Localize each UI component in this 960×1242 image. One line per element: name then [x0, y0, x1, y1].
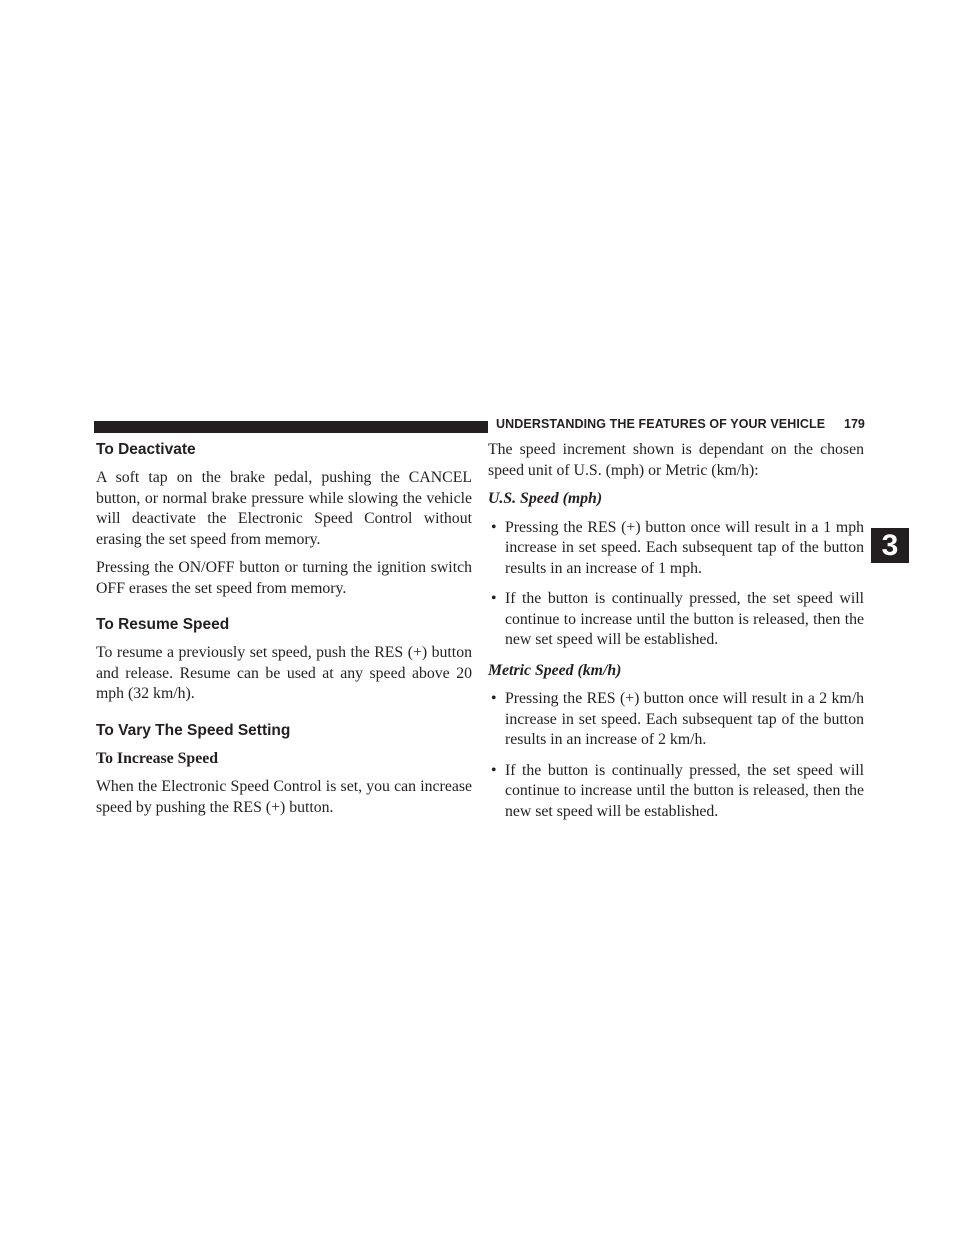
list-item	[488, 589, 864, 651]
metric-speed-list	[488, 689, 864, 822]
subheading-metric-speed: Metric Speed (km/h)	[488, 661, 622, 679]
chapter-tab: 3	[871, 528, 909, 563]
heading-to-deactivate: To Deactivate	[96, 441, 196, 458]
header-rule	[94, 421, 488, 433]
list-item-text: If the button is continually pressed, the set speed will continue to increase until the button is released, then the new set speed will be established.	[505, 761, 864, 820]
list-item-text: If the button is continually pressed, the set speed will continue to increase until the button is released, then the new set speed will be established.	[505, 590, 864, 648]
subheading-us-speed: U.S. Speed (mph)	[488, 490, 603, 507]
list-item-text: Pressing the RES (+) button once will result in a 1 mph increase in set speed. Each subsequent tap of the button results in an increase of 1 mph.	[505, 518, 864, 577]
list-item	[488, 689, 864, 751]
bullet-icon: •	[491, 518, 497, 536]
paragraph-resume-1: To resume a previously set speed, push the RES (+) button and release. Resume can be used at any speed above 20 mph (32 km/h).	[96, 644, 472, 702]
paragraph-intro: The speed increment shown is dependant on the chosen speed unit of U.S. (mph) or Metric (km/h):	[488, 441, 864, 479]
list-item-text: Pressing the RES (+) button once will result in a 2 km/h increase in set speed. Each subsequent tap of the button results in an increase of 2 km/h.	[505, 690, 864, 748]
heading-to-resume-speed: To Resume Speed	[96, 616, 230, 633]
paragraph-deactivate-1: A soft tap on the brake pedal, pushing the CANCEL button, or normal brake pressure while slowing the vehicle will deactivate the Electronic Speed Control without erasing the set speed from memory.	[96, 469, 472, 548]
bullet-icon: •	[491, 590, 497, 607]
bullet-icon: •	[491, 761, 497, 779]
right-column	[488, 440, 864, 832]
heading-to-vary-speed: To Vary The Speed Setting	[96, 721, 291, 739]
paragraph-deactivate-2: Pressing the ON/OFF button or turning the ignition switch OFF erases the set speed from memory.	[96, 559, 472, 597]
list-item	[488, 518, 864, 580]
page-number: 179	[844, 417, 865, 431]
us-speed-list	[488, 518, 864, 651]
bullet-icon: •	[491, 690, 497, 707]
subheading-to-increase-speed: To Increase Speed	[96, 749, 219, 767]
left-column	[96, 440, 472, 826]
paragraph-increase-1: When the Electronic Speed Control is set, you can increase speed by pushing the RES (+) button.	[96, 778, 472, 816]
list-item	[488, 761, 864, 823]
running-header: UNDERSTANDING THE FEATURES OF YOUR VEHICLE	[496, 417, 826, 431]
